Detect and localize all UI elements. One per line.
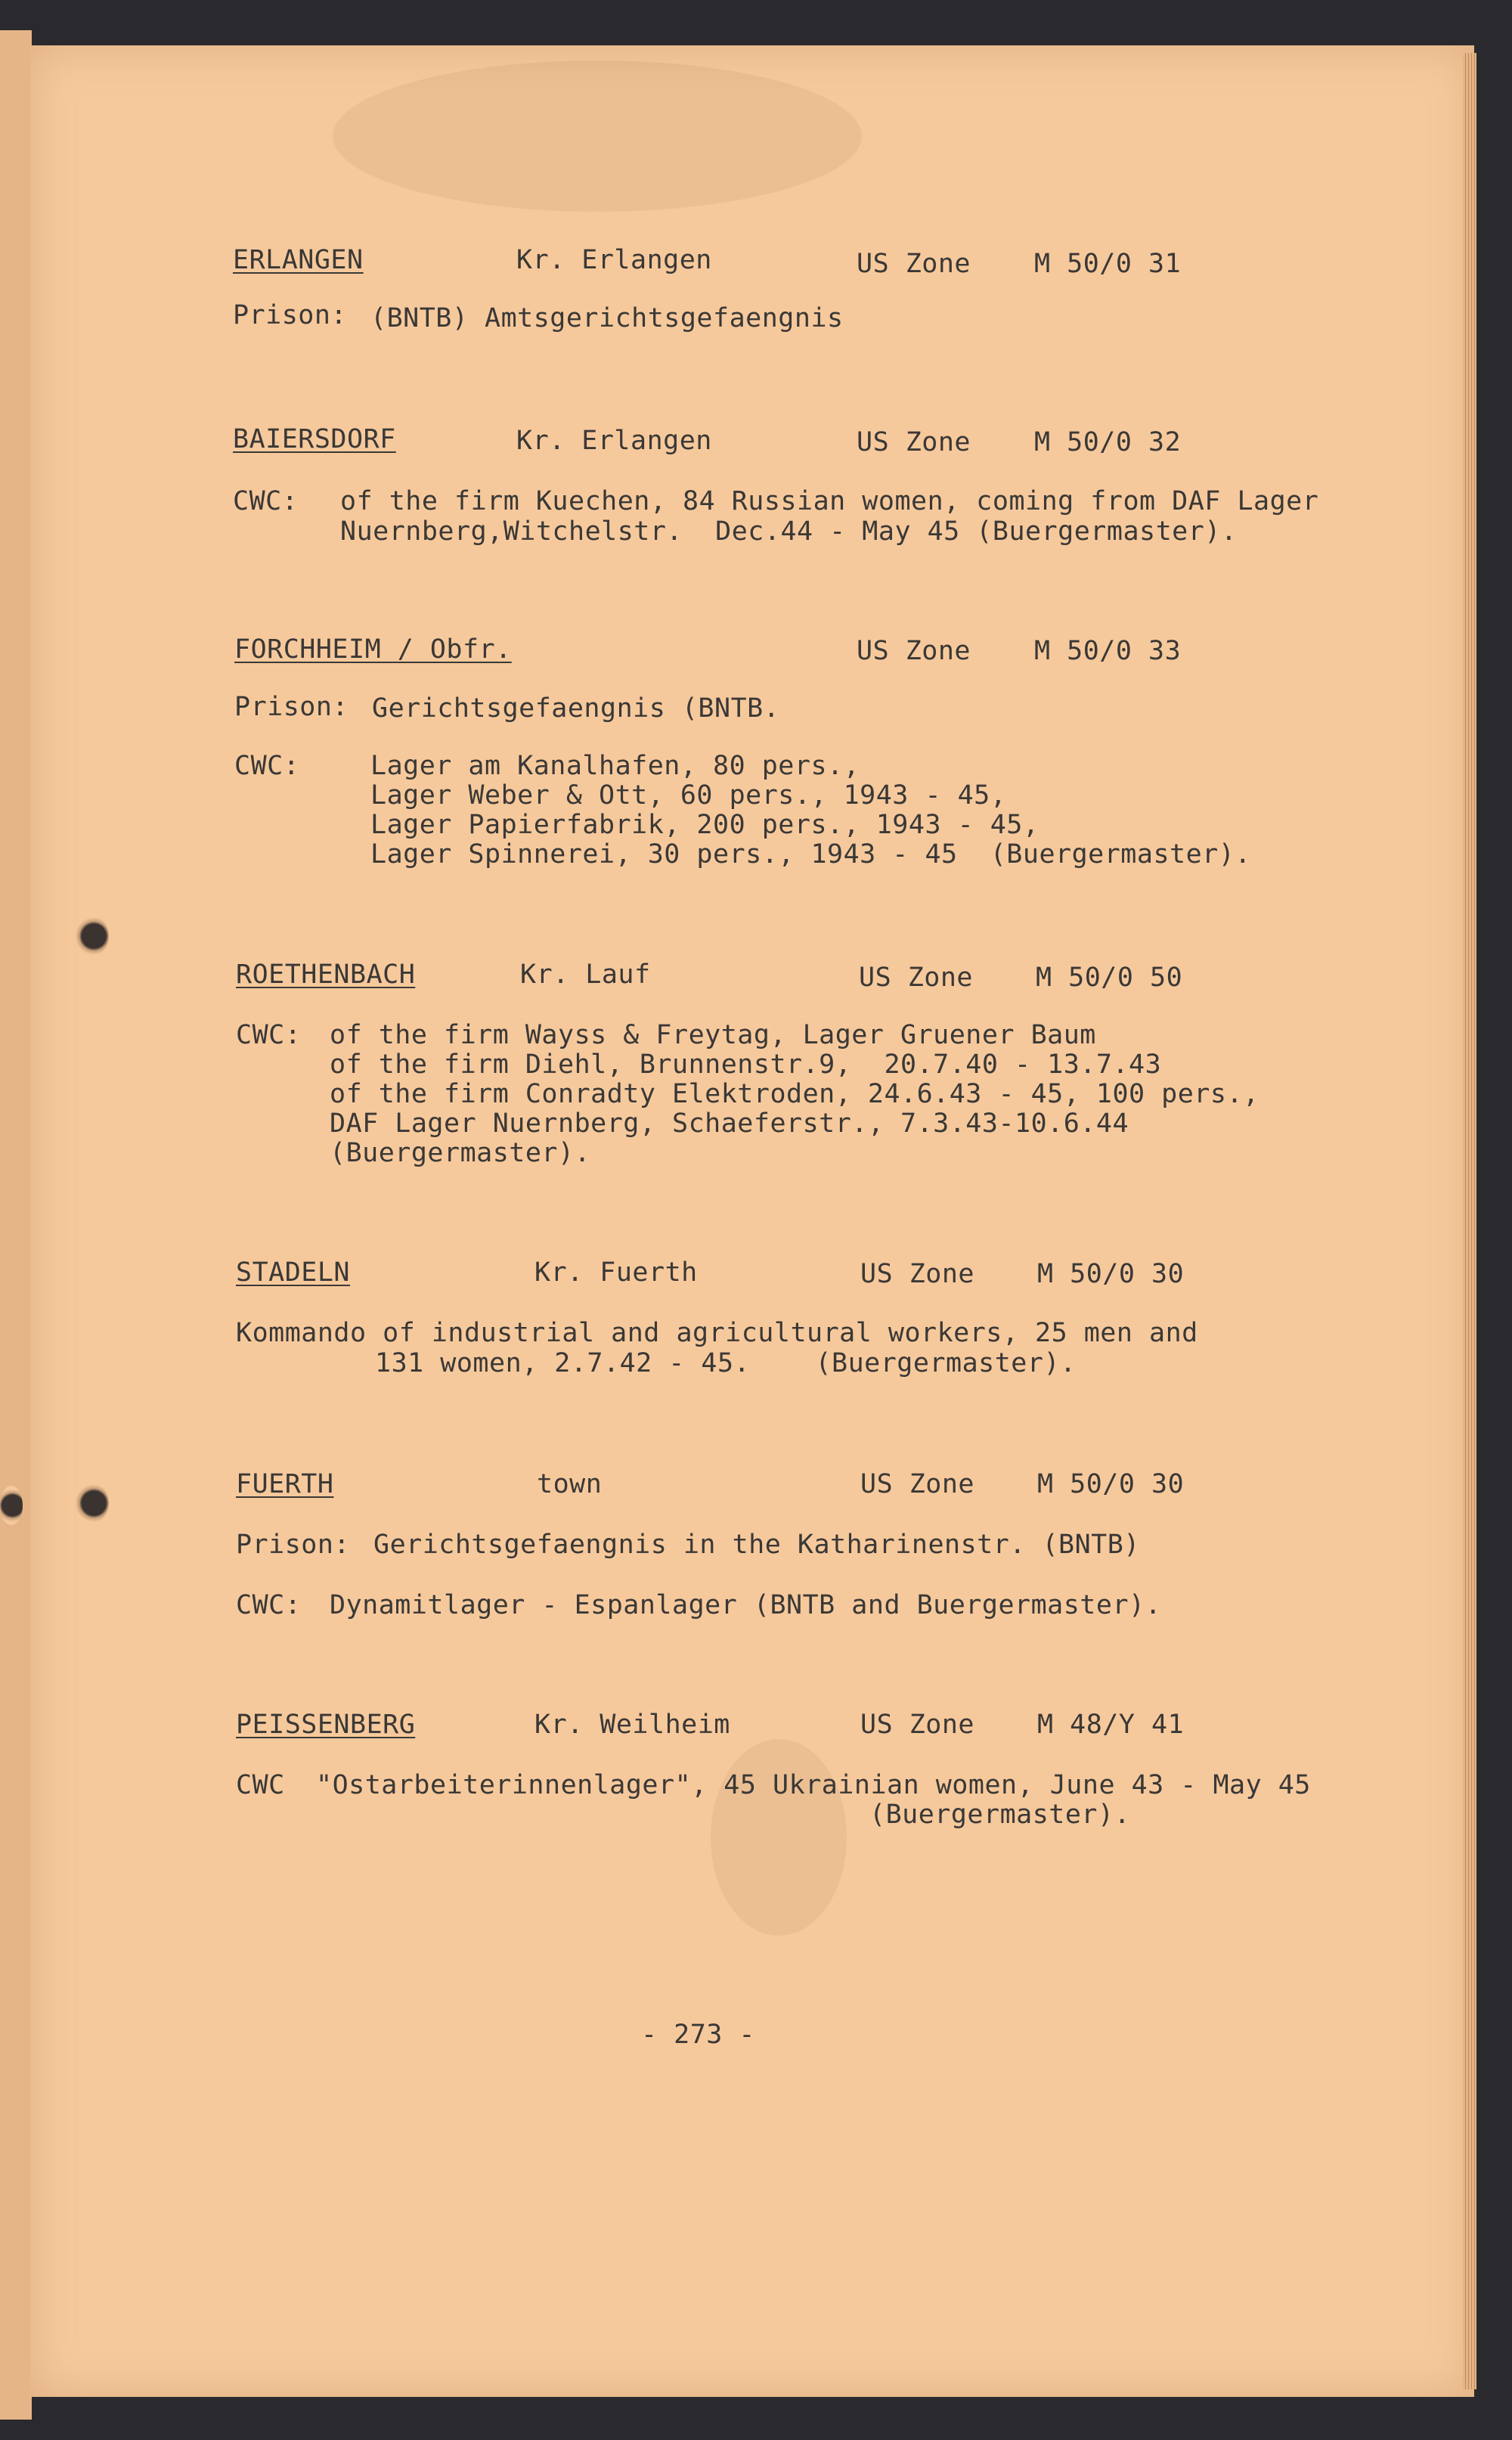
- paper-stain: [711, 1739, 847, 1936]
- place-heading-stadeln: STADELN: [236, 1257, 351, 1288]
- prison-text: (BNTB) Amtsgerichtsgefaengnis: [370, 303, 844, 333]
- map-reference: M 50/0 50: [1036, 963, 1183, 993]
- zone: US Zone: [857, 249, 971, 279]
- place-heading-fuerth: FUERTH: [236, 1469, 334, 1499]
- cwc-line: Lager am Kanalhafen, 80 pers.,: [370, 751, 860, 781]
- zone: US Zone: [857, 427, 971, 457]
- prison-label: Prison:: [233, 300, 348, 330]
- previous-page-edge: [0, 30, 32, 2420]
- prison-text: Gerichtsgefaengnis (BNTB.: [372, 693, 780, 724]
- district: town: [537, 1469, 603, 1499]
- zone: US Zone: [860, 1259, 975, 1289]
- place-heading-baiersdorf: BAIERSDORF: [233, 424, 396, 454]
- cwc-label: CWC:: [236, 1590, 302, 1620]
- prison-text: Gerichtsgefaengnis in the Katharinenstr. (BNTB): [373, 1530, 1140, 1560]
- map-reference: M 50/0 31: [1034, 249, 1182, 279]
- cwc-line: (Buergermaster).: [869, 1800, 1131, 1830]
- cwc-line: of the firm Wayss & Freytag, Lager Gruener Baum: [330, 1020, 1096, 1050]
- cwc-line: of the firm Kuechen, 84 Russian women, coming from DAF Lager: [340, 486, 1319, 516]
- place-heading-roethenbach: ROETHENBACH: [236, 960, 416, 990]
- prison-label: Prison:: [236, 1530, 351, 1560]
- district: Kr. Fuerth: [534, 1257, 698, 1288]
- punch-hole: [0, 1486, 23, 1525]
- cwc-label: CWC:: [233, 486, 299, 516]
- cwc-line: of the firm Conradty Elektroden, 24.6.43 - 45, 100 pers.,: [330, 1079, 1259, 1109]
- cwc-line: "Ostarbeiterinnenlager", 45 Ukrainian women, June 43 - May 45: [316, 1770, 1311, 1800]
- cwc-line: Dynamitlager - Espanlager (BNTB and Buergermaster).: [330, 1590, 1162, 1620]
- place-heading-peissenberg: PEISSENBERG: [236, 1710, 416, 1740]
- zone: US Zone: [857, 636, 971, 666]
- district: Kr. Erlangen: [516, 426, 712, 456]
- place-heading-erlangen: ERLANGEN: [233, 245, 364, 275]
- zone: US Zone: [860, 1469, 975, 1499]
- district: Kr. Erlangen: [516, 245, 712, 275]
- prison-label: Prison:: [234, 692, 349, 722]
- cwc-line: Lager Papierfabrik, 200 pers., 1943 - 45,: [370, 810, 1040, 840]
- punch-hole: [76, 916, 109, 956]
- cwc-line: DAF Lager Nuernberg, Schaeferstr., 7.3.43-10.6.44: [330, 1108, 1129, 1139]
- map-reference: M 50/0 30: [1037, 1469, 1185, 1499]
- cwc-line: (Buergermaster).: [330, 1138, 591, 1168]
- map-reference: M 50/0 32: [1034, 427, 1182, 457]
- cwc-line: Lager Weber & Ott, 60 pers., 1943 - 45,: [370, 780, 1007, 811]
- map-reference: M 48/Y 41: [1037, 1710, 1185, 1740]
- place-heading-forchheim: FORCHHEIM / Obfr.: [234, 634, 512, 665]
- entry-line: 131 women, 2.7.42 - 45. (Buergermaster).: [375, 1348, 1077, 1378]
- map-reference: M 50/0 33: [1034, 636, 1182, 666]
- zone: US Zone: [860, 1710, 975, 1740]
- page-stack-edge: [1463, 53, 1476, 2389]
- entry-line: Kommando of industrial and agricultural workers, 25 men and: [236, 1318, 1198, 1348]
- cwc-label: CWC: [236, 1770, 285, 1800]
- zone: US Zone: [859, 963, 974, 993]
- page-number: - 273 -: [641, 2020, 756, 2050]
- district: Kr. Weilheim: [534, 1710, 730, 1740]
- cwc-line: Lager Spinnerei, 30 pers., 1943 - 45 (Buergermaster).: [370, 839, 1251, 870]
- cwc-line: of the firm Diehl, Brunnenstr.9, 20.7.40 - 13.7.43: [330, 1049, 1162, 1080]
- paper-stain: [333, 60, 862, 212]
- cwc-label: CWC:: [234, 751, 300, 781]
- cwc-label: CWC:: [236, 1020, 302, 1050]
- district: Kr. Lauf: [520, 960, 651, 990]
- cwc-line: Nuernberg,Witchelstr. Dec.44 - May 45 (Buergermaster).: [340, 516, 1238, 547]
- punch-hole: [76, 1484, 109, 1523]
- map-reference: M 50/0 30: [1037, 1259, 1185, 1289]
